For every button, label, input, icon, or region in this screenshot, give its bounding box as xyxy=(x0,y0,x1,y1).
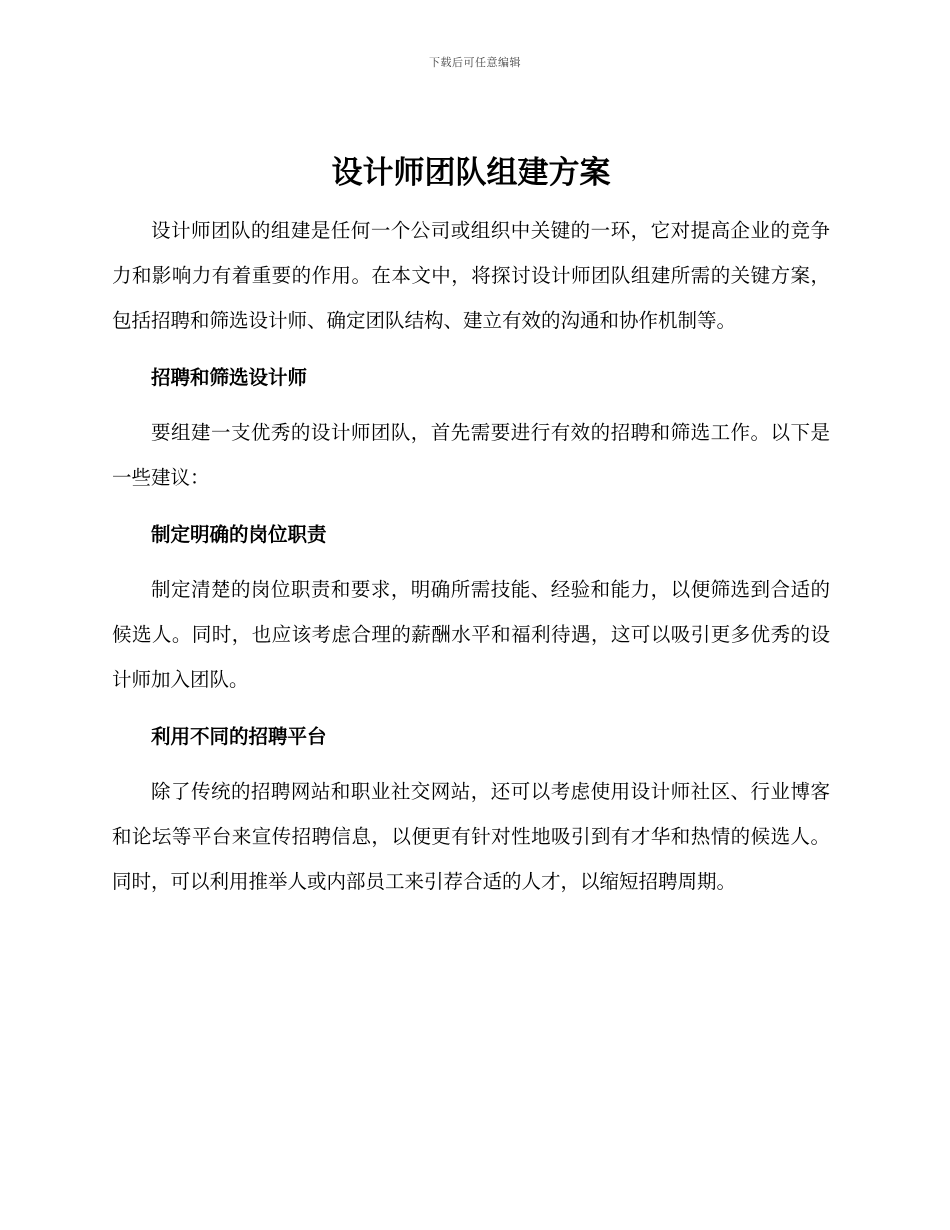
section-heading-recruit: 招聘和筛选设计师 xyxy=(151,366,308,389)
header-note: 下载后可任意编辑 xyxy=(429,56,521,69)
section-heading-platforms: 利用不同的招聘平台 xyxy=(151,725,327,748)
section-body-platforms: 除了传统的招聘网站和职业社交网站，还可以考虑使用设计师社区、行业博客和论坛等平台来宣传招聘信息，以便更有针对性地吸引到有才华和热情的候选人。同时，可以利用推举人或内部员工来引荐合适的人才，以缩短招聘周期。 xyxy=(112,780,830,893)
section-heading-job-duties: 制定明确的岗位职责 xyxy=(151,523,327,546)
intro-paragraph: 设计师团队的组建是任何一个公司或组织中关键的一环，它对提高企业的竞争力和影响力有着重要的作用。在本文中，将探讨设计师团队组建所需的关键方案，包括招聘和筛选设计师、确定团队结构、建立有效的沟通和协作机制等。 xyxy=(112,219,830,332)
section-body-recruit: 要组建一支优秀的设计师团队，首先需要进行有效的招聘和筛选工作。以下是一些建议： xyxy=(112,421,830,489)
section-body-job-duties: 制定清楚的岗位职责和要求，明确所需技能、经验和能力，以便筛选到合适的候选人。同时，也应该考虑合理的薪酬水平和福利待遇，这可以吸引更多优秀的设计师加入团队。 xyxy=(112,578,830,691)
document-content xyxy=(112,150,830,904)
document-title: 设计师团队组建方案 xyxy=(331,155,611,191)
